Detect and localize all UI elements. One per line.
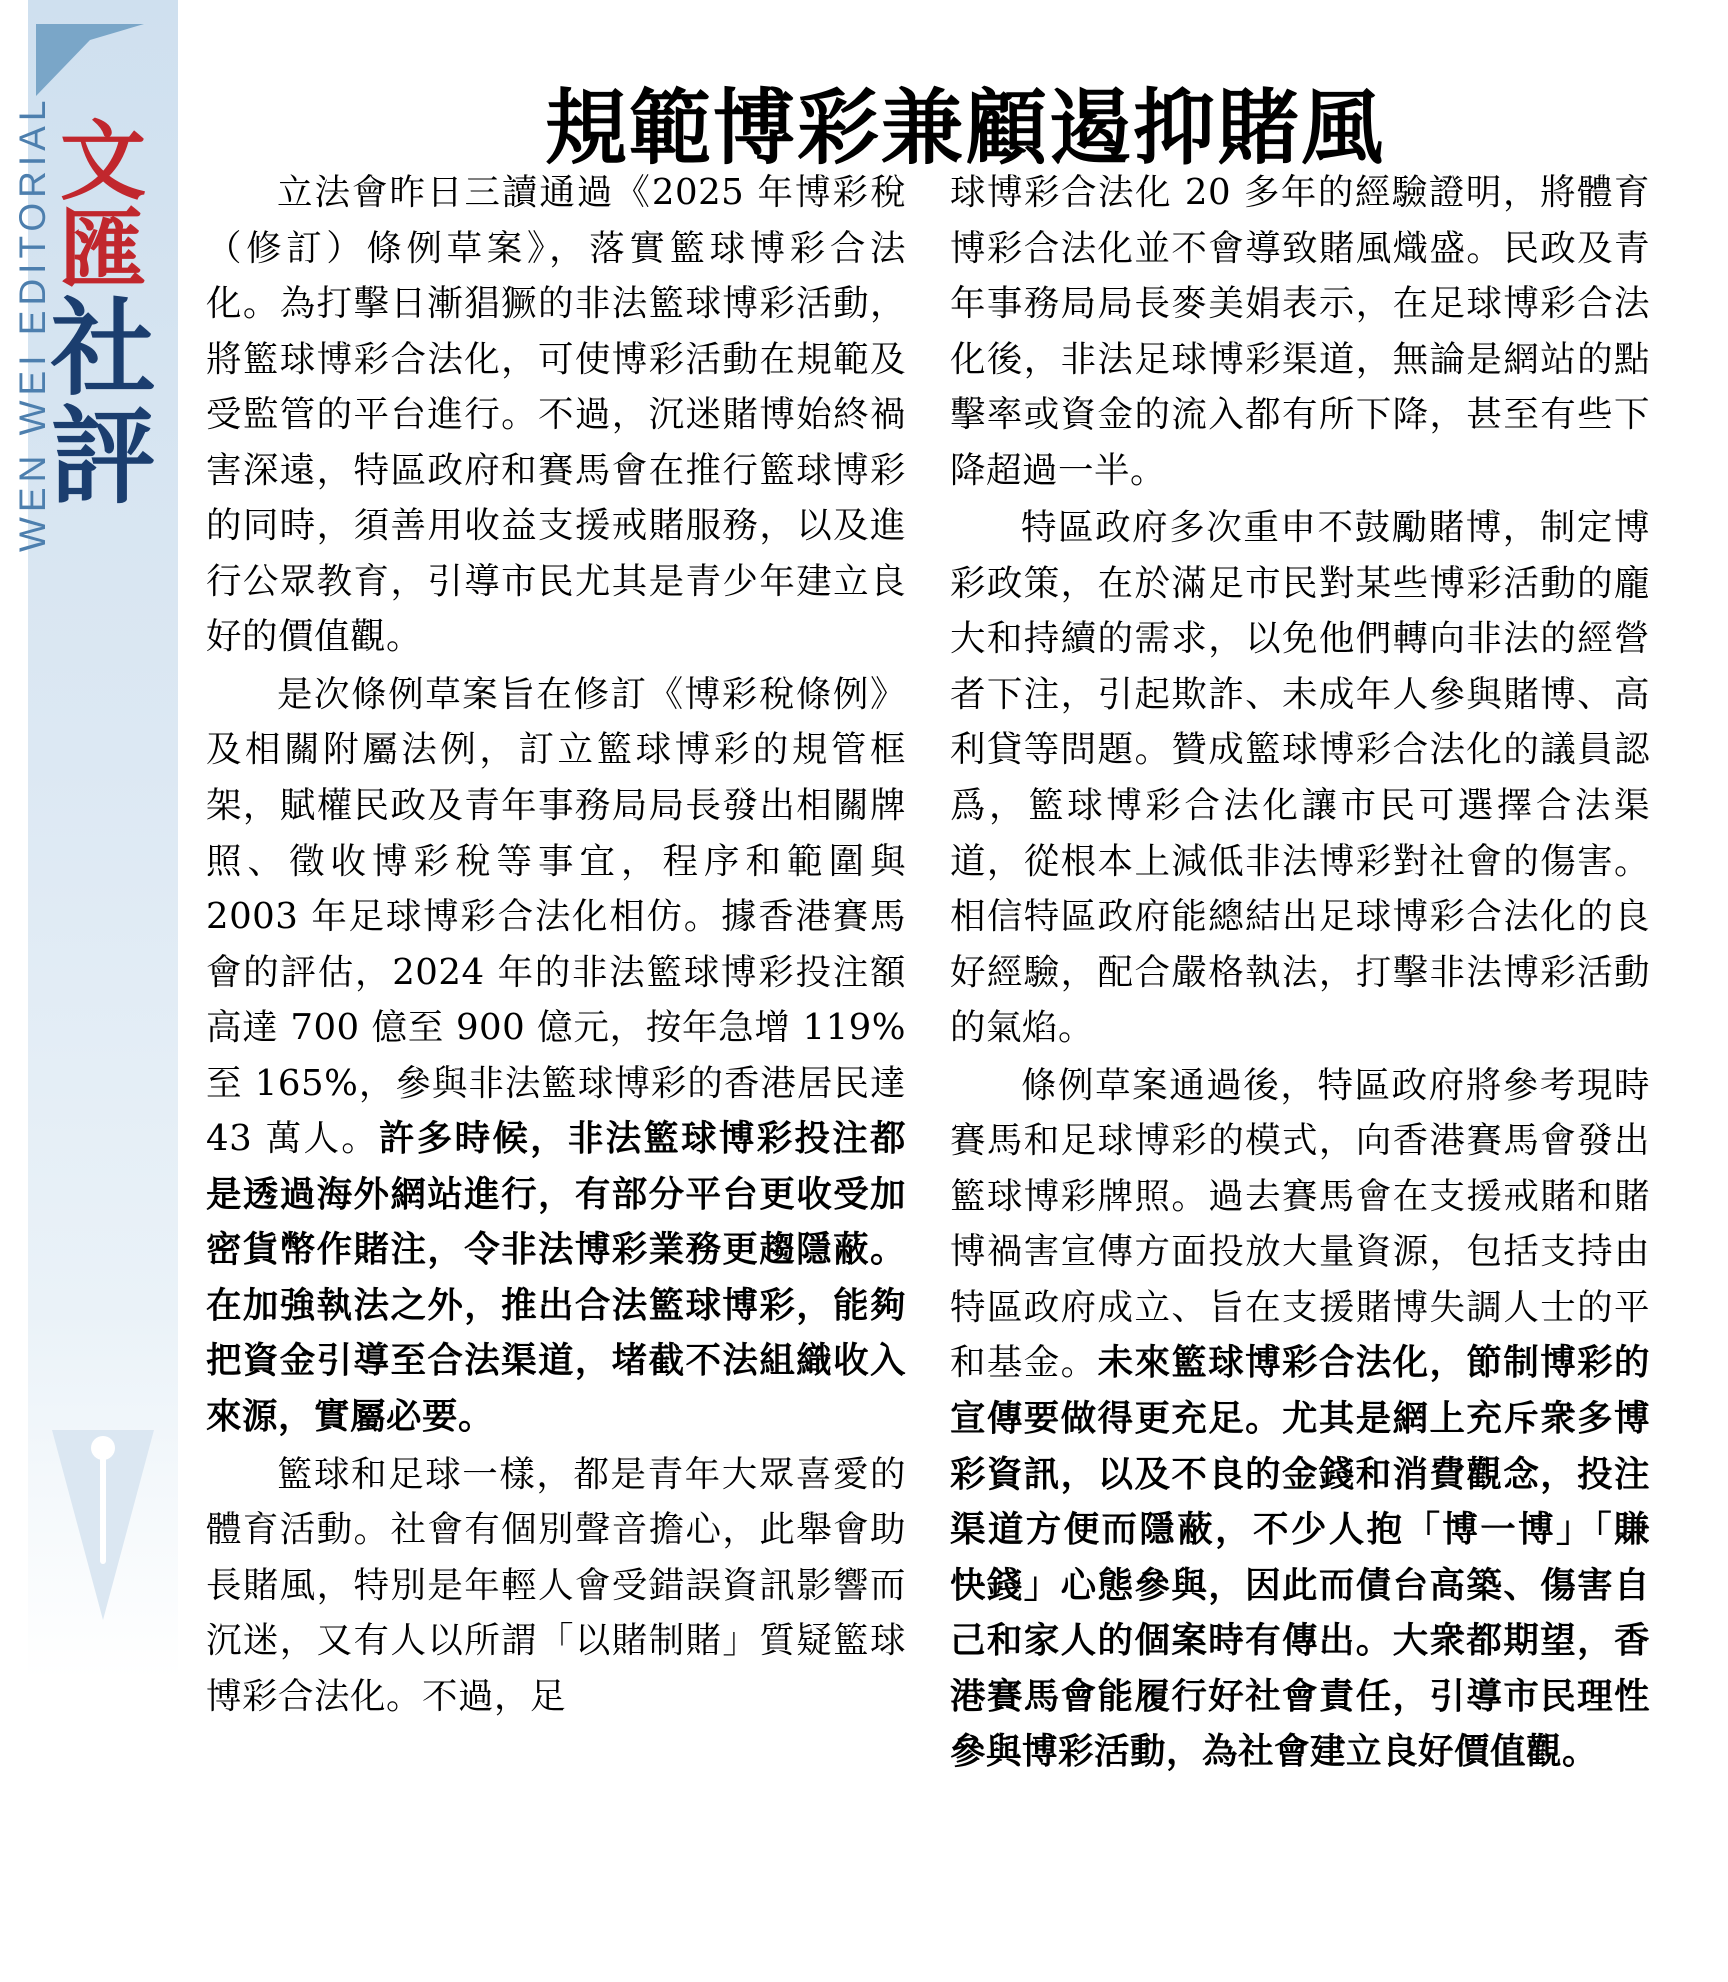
paragraph-text-bold: 許多時候，非法籃球博彩投注都是透過海外網站進行，有部分平台更收受加密貨幣作賭注，令非法博彩業務更趨隱蔽。在加強執法之外，推出合法籃球博彩，能夠把資金引導至合法渠道，堵截不法組織收入來源，實屬必要。 — [206, 1118, 906, 1438]
masthead-english-label: WEN WEI EDITORIAL — [12, 95, 53, 552]
paragraph — [206, 667, 906, 1445]
masthead-brand-blue: 社評 — [50, 286, 156, 518]
masthead-brand-red: 文匯 — [60, 111, 146, 300]
paragraph: 籃球和足球一樣，都是青年大眾喜愛的體育活動。社會有個別聲音擔心，此舉會助長賭風，特別是年輕人會受錯誤資訊影響而沉迷，又有人以所謂「以賭制賭」質疑籃球博彩合法化。不過，足 — [206, 1453, 906, 1717]
article-column-left — [206, 165, 906, 1726]
masthead-rail — [0, 0, 215, 1982]
article-column-right — [950, 165, 1650, 1782]
paragraph — [950, 1058, 1650, 1780]
paragraph: 立法會昨日三讀通過《2025 年博彩稅（修訂）條例草案》，落實籃球博彩合法化。為打擊日漸猖獗的非法籃球博彩活動，將籃球博彩合法化，可使博彩活動在規範及受監管的平台進行。不過，沉迷賭博始終禍害深遠，特區政府和賽馬會在推行籃球博彩的同時，須善用收益支援戒賭服務，以及進行公眾教育，引導市民尤其是青少年建立良好的價值觀。 — [206, 172, 906, 658]
paragraph: 特區政府多次重申不鼓勵賭博，制定博彩政策，在於滿足市民對某些博彩活動的龐大和持續的需求，以免他們轉向非法的經營者下注，引起欺詐、未成年人參與賭博、高利貸等問題。贊成籃球博彩合法化的議員認爲，籃球博彩合法化讓市民可選擇合法渠道，從根本上減低非法博彩對社會的傷害。相信特區政府能總結出足球博彩合法化的良好經驗，配合嚴格執法，打擊非法博彩活動的氣焰。 — [950, 507, 1650, 1049]
paragraph-text: 是次條例草案旨在修訂《博彩稅條例》及相關附屬法例，訂立籃球博彩的規管框架，賦權民政及青年事務局局長發出相關牌照、徵收博彩稅等事宜，程序和範圍與 2003 年足球博彩合法化相仿。據香港賽馬會的評估，2024 年的非法籃球博彩投注額高達 700 億至 900 億元，按年急增 119% 至 165%，參與非法籃球博彩的香港居民達 43 萬人。 — [206, 673, 906, 1160]
paragraph-text-bold: 未來籃球博彩合法化，節制博彩的宣傳要做得更充足。尤其是網上充斥衆多博彩資訊，以及不良的金錢和消費觀念，投注渠道方便而隱蔽，不少人抱「博一博」「賺快錢」心態參與，因此而債台高築、傷害自己和家人的個案時有傳出。大衆都期望，香港賽馬會能履行好社會責任，引導市民理性參與博彩活動，為社會建立良好價值觀。 — [950, 1342, 1650, 1773]
paragraph: 球博彩合法化 20 多年的經驗證明，將體育博彩合法化並不會導致賭風熾盛。民政及青年事務局局長麥美娟表示，在足球博彩合法化後，非法足球博彩渠道，無論是網站的點擊率或資金的流入都有所下降，甚至有些下降超過一半。 — [950, 172, 1650, 491]
pen-nib-icon — [28, 1430, 178, 1680]
page-title: 規範博彩兼顧遏抑賭風 — [544, 79, 1385, 176]
paragraph-text: 條例草案通過後，特區政府將參考現時賽馬和足球博彩的模式，向香港賽馬會發出籃球博彩牌照。過去賽馬會在支援戒賭和賭博禍害宣傳方面投放大量資源，包括支持由特區政府成立、旨在支援賭博失調人士的平和基金。 — [950, 1064, 1650, 1384]
masthead-chinese-brand — [38, 111, 168, 518]
article-body — [200, 165, 1710, 1965]
